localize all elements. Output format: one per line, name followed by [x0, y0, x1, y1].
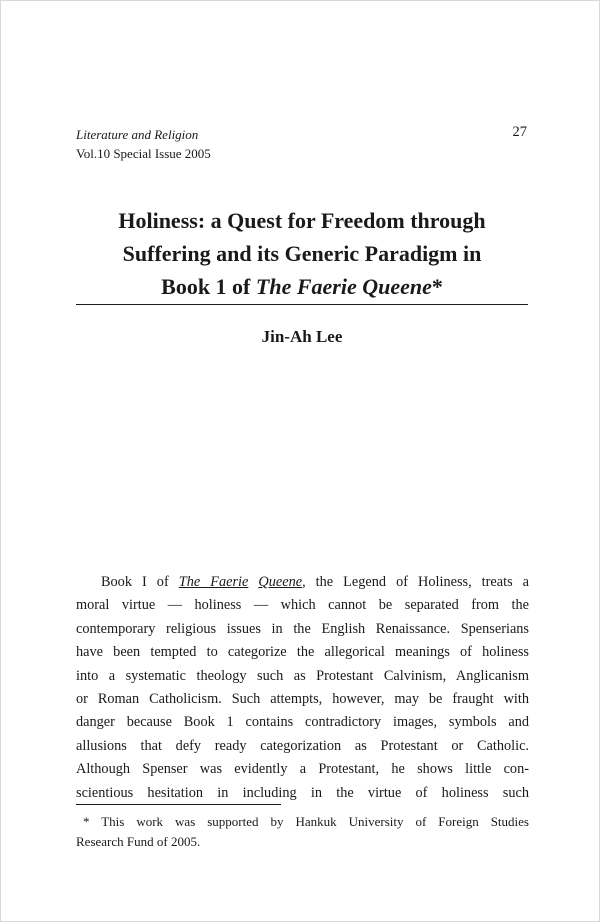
title-line-1: Holiness: a Quest for Freedom through: [118, 208, 486, 233]
body-line-4: have been tempted to categorize the allegorical meanings of holiness: [76, 644, 529, 661]
footnote-line-1: * This work was supported by Hankuk University of Foreign Studies: [83, 814, 529, 829]
body-line-9: Although Spenser was evidently a Protestant, he shows little con-: [76, 761, 529, 778]
footnote: [76, 812, 529, 852]
body-work-title-part1: The Faerie: [178, 574, 249, 590]
body-line-2: moral virtue — holiness — which cannot be separated from the: [76, 597, 529, 614]
body-paragraph: [76, 571, 529, 805]
title-line-3-prefix: Book 1 of: [161, 274, 256, 299]
journal-name: Literature and Religion: [76, 127, 199, 142]
body-work-title-part2: Queene: [258, 574, 303, 590]
body-line-6: or Roman Catholicism. Such attempts, however, may be fraught with: [76, 691, 529, 708]
body-line-8: allusions that defy ready categorization as Protestant or Catholic.: [76, 737, 529, 754]
body-line-7: danger because Book 1 contains contradictory images, symbols and: [76, 714, 529, 731]
journal-info: [76, 125, 211, 163]
body-line-1-start: Book I of: [101, 574, 179, 590]
title-line-3: [71, 270, 533, 303]
title-work-name: The Faerie Queene: [255, 274, 432, 299]
body-line-10: scientious hesitation in including in the virtue of holiness such: [76, 784, 529, 801]
body-line-1: [76, 571, 529, 594]
page-number: 27: [512, 124, 527, 140]
body-line-5: into a systematic theology such as Protestant Calvinism, Anglicanism: [76, 667, 529, 684]
footnote-rule: [76, 804, 281, 805]
title-line-2: Suffering and its Generic Paradigm in: [122, 241, 482, 266]
paper-title: [71, 204, 533, 303]
body-line-3: contemporary religious issues in the English Renaissance. Spenserians: [76, 620, 529, 637]
volume-issue: Vol.10 Special Issue 2005: [76, 146, 211, 161]
body-line-1-end: , the Legend of Holiness, treats a: [302, 574, 529, 590]
author-name: Jin-Ah Lee: [261, 327, 343, 346]
title-footnote-mark: *: [431, 274, 443, 299]
body-line-1-space: [248, 574, 258, 590]
footnote-line-2: Research Fund of 2005.: [76, 834, 201, 849]
title-rule: [76, 304, 528, 305]
